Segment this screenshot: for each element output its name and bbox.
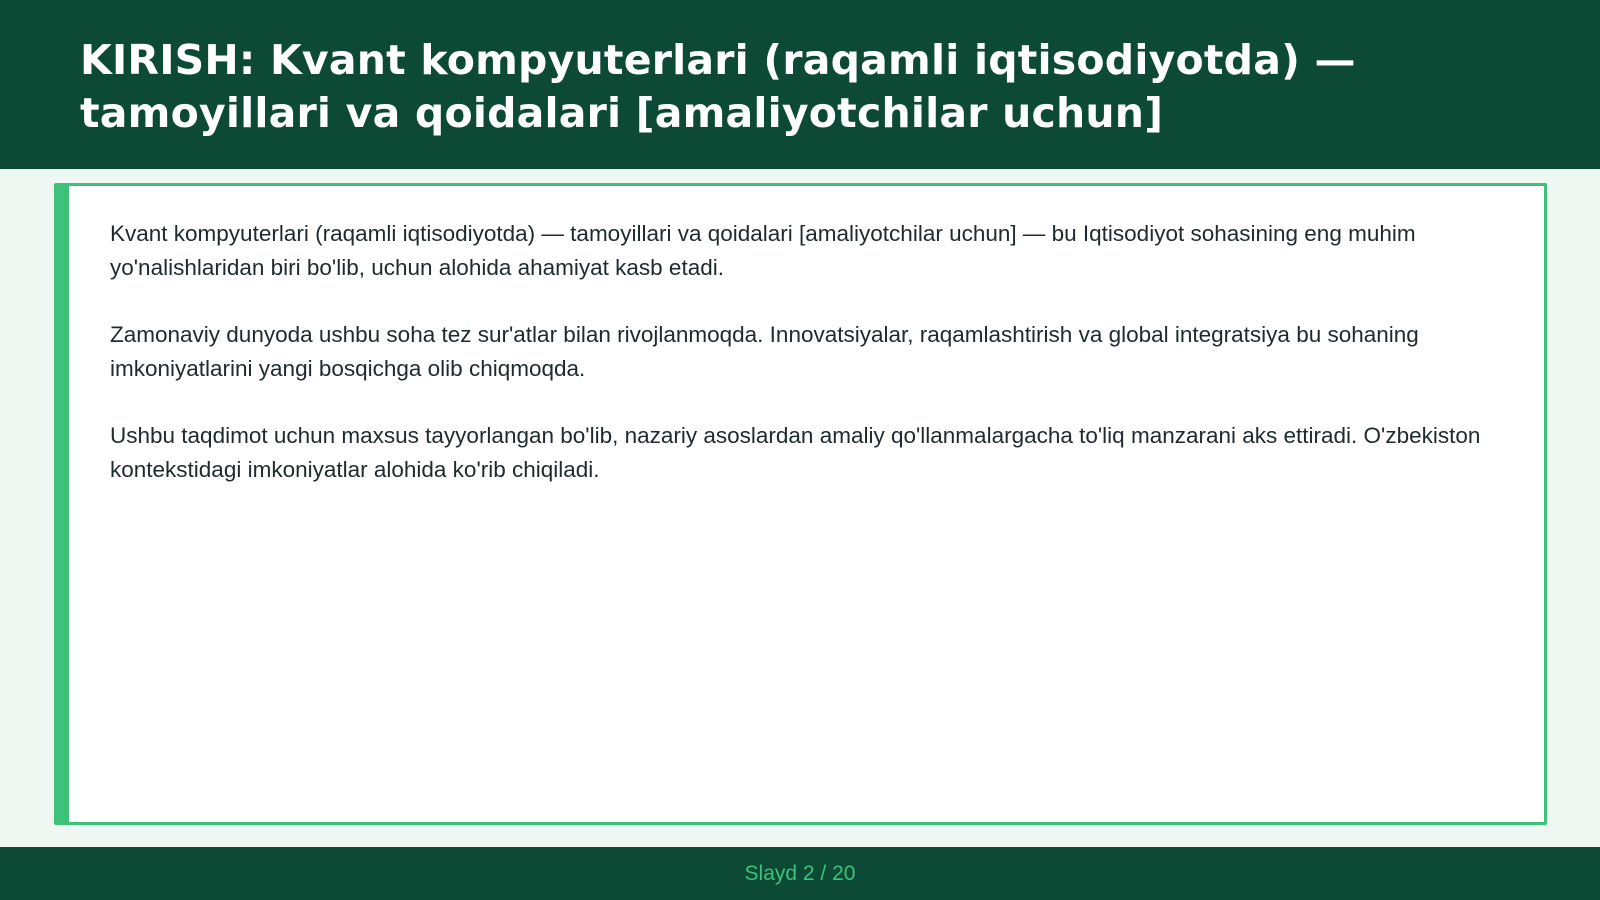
presentation-scope-paragraph: Ushbu taqdimot uchun maxsus tayyorlangan bo'lib, nazariy asoslardan amaliy qo'llanmalargacha to'liq manzarani aks ettiradi. O'zbekiston kontekstidagi imkoniyatlar alohida ko'rib chiqiladi.: [110, 423, 1481, 482]
slide-title: KIRISH: Kvant kompyuterlari (raqamli iqtisodiyotda) — tamoyillari va qoidalari [amaliyotchilar uchun]: [80, 36, 1356, 137]
content-card: [54, 183, 1547, 825]
intro-paragraph: Kvant kompyuterlari (raqamli iqtisodiyotda) — tamoyillari va qoidalari [amaliyotchilar uchun] — bu Iqtisodiyot sohasining eng muhim yo'nalishlaridan biri bo'lib, uchun alohida ahamiyat kasb etadi.: [110, 221, 1416, 280]
slide-header: [0, 0, 1600, 169]
slide-counter: Slayd 2 / 20: [744, 861, 856, 885]
trends-paragraph: Zamonaviy dunyoda ushbu soha tez sur'atlar bilan rivojlanmoqda. Innovatsiyalar, raqamlashtirish va global integratsiya bu sohaning imkoniyatlarini yangi bosqichga olib chiqmoqda.: [110, 322, 1419, 381]
slide-footer: [0, 847, 1600, 900]
